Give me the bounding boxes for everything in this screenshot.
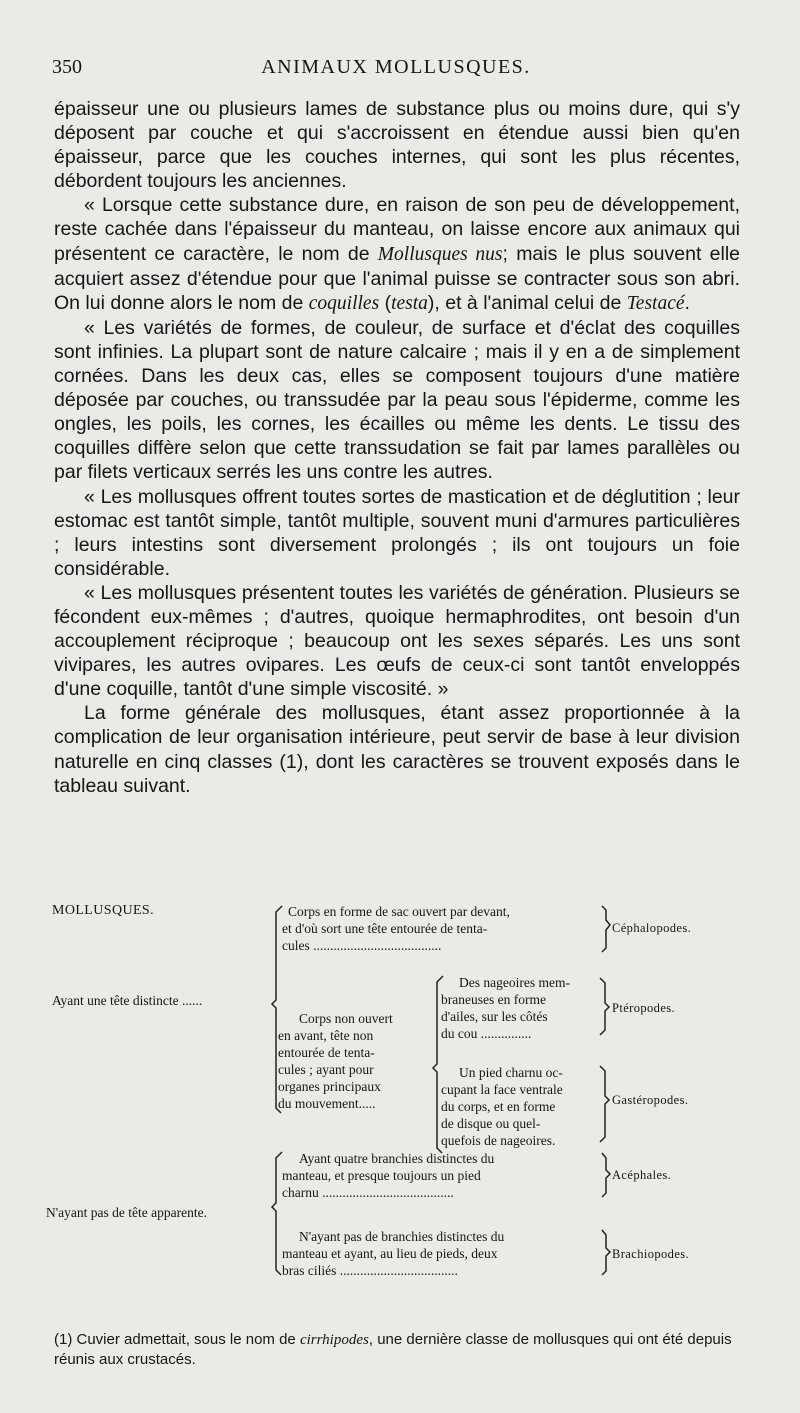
aceph-text-1: Ayant quatre branchies distinctes du xyxy=(299,1151,495,1166)
brace-main-ceph xyxy=(272,906,282,1113)
brace-main-aceph xyxy=(272,1152,282,1275)
branch-no-head: N'ayant pas de tête apparente. xyxy=(46,1205,207,1220)
class-brachiopodes: Brachiopodes. xyxy=(612,1247,690,1261)
class-gasteropodes: Gastéropodes. xyxy=(612,1093,689,1107)
brace-cephalopodes xyxy=(602,906,610,952)
brace-subgroup xyxy=(433,976,443,1153)
footnote-part: (1) Cuvier admettait, sous le nom de xyxy=(54,1331,300,1348)
italic-term: Testacé xyxy=(626,292,685,314)
nonouvert-6: du mouvement..... xyxy=(278,1096,376,1111)
paragraph-3: « Les variétés de formes, de couleur, de surface et d'éclat des coquilles sont infinies. La plupart sont de nature calcaire ; mais il y en a de simplement cornées. Dans les deux cas, elles se composent toujours d'une matière déposée par couches, ou transsudée par la peau sous l'épiderme, comme les ongles, les poils, les cornes, les écailles ou même les dents. Le tissu des coquilles diffère selon que cette transsudation se fait par lames parallèles ou par filets verticaux serrés les uns contre les autres. xyxy=(54,316,740,484)
paragraph-2-part: ; mais le plus souvent elle acquiert assez d'étendue pour que l'animal puisse se contracter sous son abri. On lui donne alors le nom de xyxy=(54,242,740,314)
brachio-text-3: bras ciliés ................................... xyxy=(282,1263,458,1278)
brachio-text-1: N'ayant pas de branchies distinctes du xyxy=(299,1229,505,1244)
paragraph-2-part: ( xyxy=(379,291,392,314)
nonouvert-2: en avant, tête non xyxy=(278,1028,374,1043)
class-pteropodes: Ptéropodes. xyxy=(612,1001,676,1015)
ceph-text-1: Corps en forme de sac ouvert par devant, xyxy=(288,904,510,919)
gaster-text-5: quefois de nageoires. xyxy=(441,1133,556,1148)
gaster-text-3: du corps, et en forme xyxy=(441,1099,556,1114)
ptero-text-2: braneuses en forme xyxy=(441,992,546,1007)
ceph-text-2: et d'où sort une tête entourée de tenta- xyxy=(282,921,488,936)
brace-brachiopodes xyxy=(602,1230,610,1275)
italic-term: coquilles xyxy=(308,292,380,314)
aceph-text-2: manteau, et presque toujours un pied xyxy=(282,1168,481,1183)
brace-acephales xyxy=(602,1153,610,1197)
gaster-text-2: cupant la face ventrale xyxy=(441,1082,563,1097)
italic-term: cirrhipodes xyxy=(299,1332,369,1348)
class-cephalopodes: Céphalopodes. xyxy=(612,921,692,935)
paragraph-2-part: . xyxy=(684,291,690,314)
italic-term: Mollusques nus xyxy=(377,243,503,265)
ptero-text-3: d'ailes, sur les côtés xyxy=(441,1009,548,1024)
italic-term: testa xyxy=(391,292,428,314)
table-root: MOLLUSQUES. xyxy=(52,903,155,918)
brace-pteropodes xyxy=(600,978,609,1035)
page-number: 350 xyxy=(52,56,82,78)
nonouvert-3: entourée de tenta- xyxy=(278,1045,375,1060)
running-title: ANIMAUX MOLLUSQUES. xyxy=(261,56,531,78)
brachio-text-2: manteau et ayant, au lieu de pieds, deux xyxy=(282,1246,498,1261)
nonouvert-5: organes principaux xyxy=(278,1079,381,1094)
class-acephales: Acéphales. xyxy=(612,1168,672,1182)
paragraph-6: La forme générale des mollusques, étant assez proportionnée à la complication de leur organisation intérieure, peut servir de base à leur division naturelle en cinq classes (1), dont les caractères se trouvent exposés dans le tableau suivant. xyxy=(54,702,740,797)
paragraph-5: « Les mollusques présentent toutes les variétés de génération. Plusieurs se fécondent eux-mêmes ; d'autres, quoique hermaphrodites, ont besoin d'un accouplement réciproque ; beaucoup ont les sexes séparés. Les uns sont vivipares, les autres ovipares. Les œufs de ceux-ci sont tantôt enveloppés d'une coquille, tantôt d'une simple viscosité. » xyxy=(54,581,740,701)
paragraph-4: « Les mollusques offrent toutes sortes de mastication et de déglutition ; leur estomac est tantôt simple, tantôt multiple, souvent muni d'armures particulières ; leurs intestins sont diversement prolongés ; ils ont toujours un foie considérable. xyxy=(54,485,740,580)
ceph-text-3: cules ...................................... xyxy=(282,938,442,953)
aceph-text-3: charnu ....................................... xyxy=(282,1185,454,1200)
brace-gasteropodes xyxy=(600,1066,609,1142)
paragraph-1: épaisseur une ou plusieurs lames de substance plus ou moins dure, qui s'y déposent par couche et qui s'accroissent en étendue aussi bien qu'en épaisseur, parce que les couches internes, qui sont les plus récentes, débordent toujours les anciennes. xyxy=(54,98,740,193)
paragraph-2-part: « Lorsque cette substance dure, en raison de son peu de développement, reste cachée dans l'épaisseur du manteau, on laisse encore aux animaux qui présentent ce caractère, le nom de xyxy=(54,194,740,265)
footnote-part: , une dernière classe de mollusques qui ont été depuis réunis aux crustacés. xyxy=(54,1331,732,1368)
branch-head-distinct: Ayant une tête distincte ...... xyxy=(52,993,203,1008)
ptero-text-4: du cou ............... xyxy=(441,1026,532,1041)
footnote xyxy=(54,1330,740,1370)
gaster-text-4: de disque ou quel- xyxy=(441,1116,541,1131)
ptero-text-1: Des nageoires mem- xyxy=(459,975,570,990)
nonouvert-4: cules ; ayant pour xyxy=(278,1062,374,1077)
nonouvert-1: Corps non ouvert xyxy=(299,1011,393,1026)
paragraph-2-part: ), et à l'animal celui de xyxy=(427,291,627,314)
gaster-text-1: Un pied charnu oc- xyxy=(459,1065,563,1080)
